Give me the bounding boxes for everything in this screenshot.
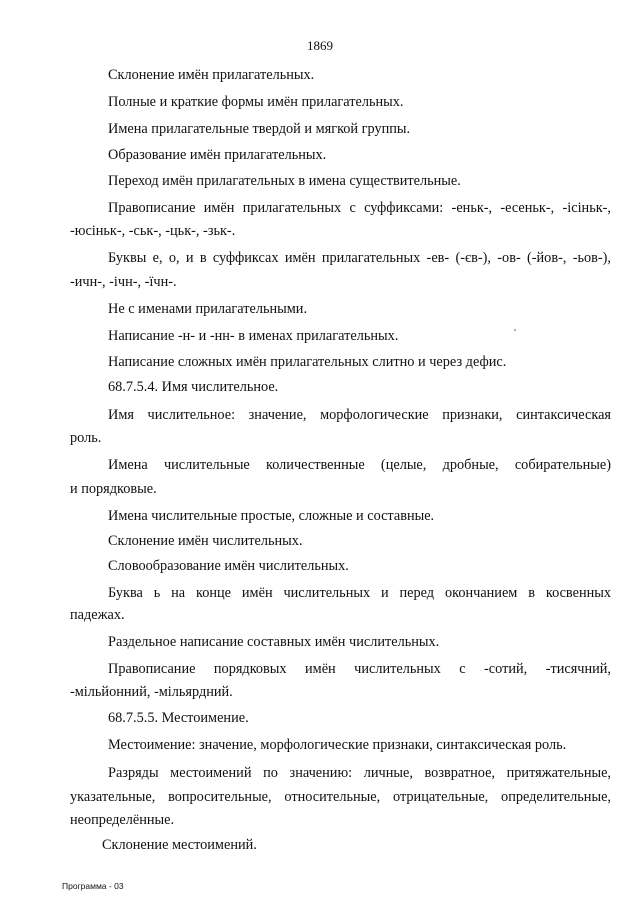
text-line: Имена прилагательные твердой и мягкой группы. xyxy=(108,121,411,137)
text-line: Написание сложных имён прилагательных слитно и через дефис. xyxy=(108,354,507,370)
text-line: Раздельное написание составных имён числительных. xyxy=(108,634,440,650)
text-line: Не с именами прилагательными. xyxy=(108,301,308,317)
text-line: Образование имён прилагательных. xyxy=(108,147,327,163)
text-line: -ичн-, -ічн-, -їчн-. xyxy=(70,274,177,290)
text-line: -юсіньк-, -ськ-, -цьк-, -зьк-. xyxy=(70,223,236,239)
text-line: Склонение местоимений. xyxy=(102,837,257,853)
scan-speck xyxy=(514,329,516,331)
text-line: Склонение имён числительных. xyxy=(108,533,303,549)
text-line: Местоимение: значение, морфологические признаки, синтаксическая роль. xyxy=(108,737,567,753)
text-line: Склонение имён прилагательных. xyxy=(108,67,315,83)
text-line: падежах. xyxy=(70,607,125,623)
footer-label: Программа - 03 xyxy=(62,881,124,891)
page-number: 1869 xyxy=(307,38,333,53)
text-line: Разряды местоимений по значению: личные, возвратное, притяжательные, xyxy=(108,765,611,781)
text-line: указательные, вопросительные, относительные, отрицательные, определительные, xyxy=(70,789,611,805)
section-heading: 68.7.5.4. Имя числительное. xyxy=(108,379,279,395)
text-line: и порядковые. xyxy=(70,481,157,497)
text-line: Имена числительные количественные (целые, дробные, собирательные) xyxy=(108,457,611,473)
text-line: Имена числительные простые, сложные и составные. xyxy=(108,508,435,524)
text-line: Буква ь на конце имён числительных и перед окончанием в косвенных xyxy=(108,585,611,601)
text-line: Написание -н- и -нн- в именах прилагательных. xyxy=(108,328,399,344)
text-line: Словообразование имён числительных. xyxy=(108,558,349,574)
section-heading: 68.7.5.5. Местоимение. xyxy=(108,710,249,726)
text-line: Правописание порядковых имён числительных с -сотий, -тисячний, xyxy=(108,661,611,677)
text-line: -мільйонний, -мільярдний. xyxy=(70,684,233,700)
text-line: роль. xyxy=(70,430,102,446)
text-line: Буквы е, о, и в суффиксах имён прилагательных -ев- (-єв-), -ов- (-йов-, -ьов-), xyxy=(108,250,611,266)
text-line: Имя числительное: значение, морфологические признаки, синтаксическая xyxy=(108,407,611,423)
text-line: неопределённые. xyxy=(70,812,175,828)
text-line: Полные и краткие формы имён прилагательных. xyxy=(108,94,404,110)
text-line: Переход имён прилагательных в имена существительные. xyxy=(108,173,461,189)
text-line: Правописание имён прилагательных с суффиксами: -еньк-, -есеньк-, -ісіньк-, xyxy=(108,200,611,216)
